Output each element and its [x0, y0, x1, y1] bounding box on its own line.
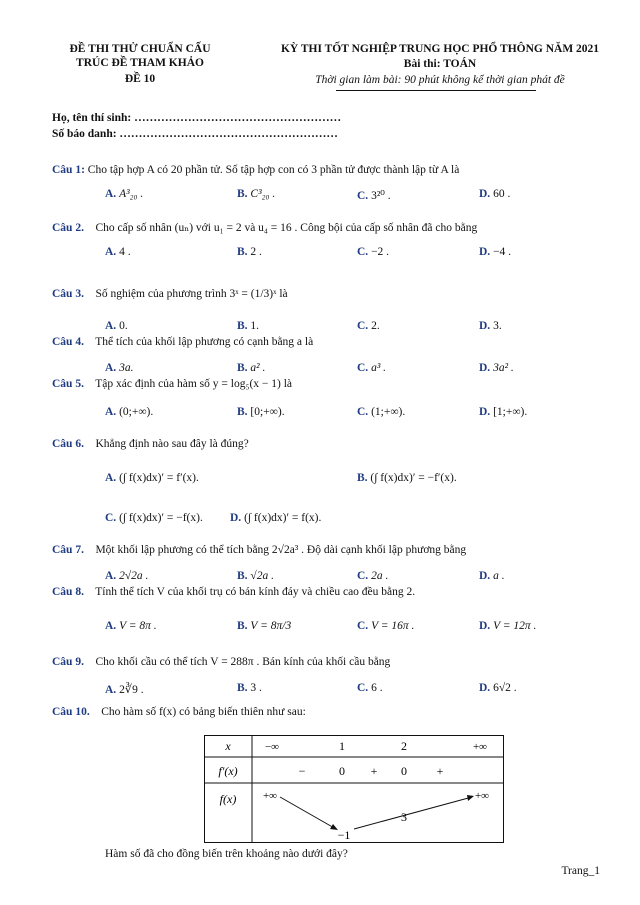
exam-time: Thời gian làm bài: 90 phút không kể thời gian phát đề [315, 74, 565, 86]
row-label-derivative: f′(x) [218, 764, 238, 778]
question-7: Câu 7. Một khối lập phương có thể tích bằng 2√2a³ . Độ dài cạnh khối lập phương bằng [52, 544, 467, 556]
question-2-text: Cho cấp số nhân (uₙ) với u₁ = 2 và u₄ = 16 . Công bội của cấp số nhân đã cho bằng [95, 222, 478, 234]
q3-option-c: C. 2. [357, 320, 380, 332]
row-label-x: x [225, 739, 231, 753]
q7-option-c: C. 2a . [357, 570, 389, 582]
question-3: Câu 3. Số nghiệm của phương trình 3ˣ = (1/3)ˣ là [52, 288, 288, 300]
question-6-text: Khẳng định nào sau đây là đúng? [95, 438, 249, 450]
question-4: Câu 4. Thể tích của khối lập phương có cạnh bằng a là [52, 336, 314, 348]
q9-option-d: D. 6√2 . [479, 682, 517, 694]
exam-type-line1: ĐỀ THI THỬ CHUẨN CẤU [69, 43, 211, 55]
question-5-text: Tập xác định của hàm số y = log₅(x − 1) là [95, 378, 293, 390]
x-value-pos-inf: +∞ [472, 741, 488, 753]
header-underline [336, 90, 536, 91]
x-value-1: 1 [339, 739, 345, 753]
q3-option-d: D. 3. [479, 320, 502, 332]
q4-option-a: A. 3a. [105, 362, 134, 374]
question-2: Câu 2. Cho cấp số nhân (uₙ) với u₁ = 2 và u₄ = 16 . Công bội của cấp số nhân đã cho bằng [52, 222, 478, 234]
question-9: Câu 9. Cho khối cầu có thể tích V = 288π . Bán kính của khối cầu bằng [52, 656, 391, 668]
q6-option-b: B. (∫ f(x)dx)′ = −f′(x). [357, 472, 457, 484]
q7-option-b: B. √2a . [237, 570, 274, 582]
page-number: Trang_1 [561, 865, 600, 877]
q8-option-c: C. V = 16π . [357, 620, 415, 632]
decreasing-arrow [280, 797, 336, 829]
q1-option-a: A. A³₂₀ . [105, 188, 144, 200]
x-value-neg-inf: −∞ [264, 741, 280, 753]
q2-option-b: B. 2 . [237, 246, 262, 258]
question-8-text: Tính thể tích V của khối trụ có bán kính đáy và chiều cao đều bằng 2. [95, 586, 416, 598]
q4-option-c: C. a³ . [357, 362, 387, 374]
q5-option-c: C. (1;+∞). [357, 406, 406, 418]
question-7-text: Một khối lập phương có thể tích bằng 2√2a³ . Độ dài cạnh khối lập phương bằng [95, 544, 467, 556]
q5-option-d: D. [1;+∞). [479, 406, 528, 418]
q1-option-d: D. 60 . [479, 188, 511, 200]
q2-option-a: A. 4 . [105, 246, 131, 258]
q6-option-a: A. (∫ f(x)dx)′ = f′(x). [105, 472, 199, 484]
q5-option-a: A. (0;+∞). [105, 406, 154, 418]
q9-option-c: C. 6 . [357, 682, 383, 694]
row-label-function: f(x) [219, 792, 237, 806]
q3-option-b: B. 1. [237, 320, 260, 332]
q1-option-b: B. C³₂₀ . [237, 188, 276, 200]
q2-option-d: D. −4 . [479, 246, 512, 258]
sign-zero-1: 0 [339, 764, 345, 778]
q7-option-d: D. a . [479, 570, 505, 582]
student-id-field: Số báo danh: ………………………………………………… [52, 128, 338, 140]
exam-subject: Bài thi: TOÁN [403, 58, 477, 70]
question-10-text: Cho hàm số f(x) có bảng biến thiên như sau: [101, 706, 306, 718]
sign-zero-2: 0 [401, 764, 407, 778]
f-value-start: +∞ [262, 790, 278, 802]
q3-option-a: A. 0. [105, 320, 128, 332]
q8-option-d: D. V = 12π . [479, 620, 537, 632]
q4-option-d: D. 3a² . [479, 362, 514, 374]
question-1-text: Cho tập hợp A có 20 phần tử. Số tập hợp con có 3 phần tử được thành lập từ A là [87, 164, 460, 176]
question-10: Câu 10. Cho hàm số f(x) có bảng biến thiên như sau: [52, 706, 306, 718]
question-1: Câu 1: Cho tập hợp A có 20 phần tử. Số tập hợp con có 3 phần tử được thành lập từ A là [52, 164, 460, 176]
sign-3: + [436, 764, 444, 778]
q9-option-a: A. 2∛9 . [105, 684, 144, 696]
question-5: Câu 5. Tập xác định của hàm số y = log₅(x − 1) là [52, 378, 293, 390]
q8-option-a: A. V = 8π . [105, 620, 157, 632]
q6-option-c: C. (∫ f(x)dx)′ = −f(x). [105, 512, 203, 524]
question-4-text: Thể tích của khối lập phương có cạnh bằng a là [95, 336, 314, 348]
sign-1: − [298, 764, 306, 778]
q1-option-c: C. 3²⁰ . [357, 190, 391, 202]
increasing-arrowhead [467, 795, 474, 801]
increasing-arrow [354, 797, 472, 829]
exam-title: KỲ THI TỐT NGHIỆP TRUNG HỌC PHỔ THÔNG NĂM 2021 [280, 43, 600, 55]
decreasing-arrowhead [330, 824, 338, 830]
variation-table [204, 735, 504, 843]
student-name-field: Họ, tên thí sinh: ……………………………………………… [52, 112, 342, 124]
question-9-text: Cho khối cầu có thể tích V = 288π . Bán kính của khối cầu bằng [95, 656, 391, 668]
question-3-text: Số nghiệm của phương trình 3ˣ = (1/3)ˣ là [95, 288, 288, 300]
f-value-min: −1 [337, 828, 351, 842]
question-10-prompt: Hàm số đã cho đồng biến trên khoảng nào dưới đây? [105, 848, 348, 860]
q9-option-b: B. 3 . [237, 682, 262, 694]
exam-code: ĐỀ 10 [124, 73, 156, 85]
q4-option-b: B. a² . [237, 362, 266, 374]
x-value-2: 2 [401, 739, 407, 753]
question-6: Câu 6. Khẳng định nào sau đây là đúng? [52, 438, 249, 450]
q6-option-d: D. (∫ f(x)dx)′ = f(x). [230, 512, 322, 524]
q2-option-c: C. −2 . [357, 246, 390, 258]
f-value-mid: 3 [401, 810, 407, 824]
q8-option-b: B. V = 8π/3 [237, 620, 292, 632]
question-8: Câu 8. Tính thể tích V của khối trụ có bán kính đáy và chiều cao đều bằng 2. [52, 586, 416, 598]
q7-option-a: A. 2√2a . [105, 570, 149, 582]
q5-option-b: B. [0;+∞). [237, 406, 285, 418]
exam-type-line2: TRÚC ĐỀ THAM KHẢO [76, 57, 204, 69]
f-value-end: +∞ [474, 790, 490, 802]
sign-2: + [370, 764, 378, 778]
